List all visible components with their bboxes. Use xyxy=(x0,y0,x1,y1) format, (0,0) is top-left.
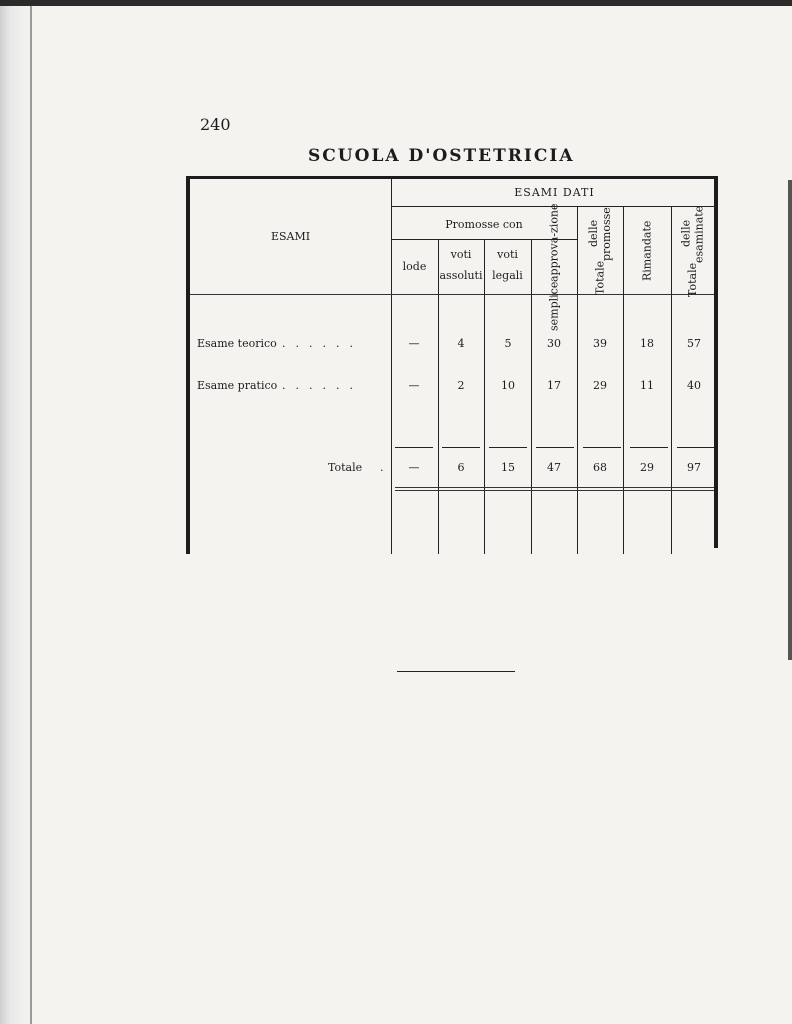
cell-lode: — xyxy=(408,337,420,350)
col-divider-2 xyxy=(484,239,485,554)
cell-totale-promosse: 68 xyxy=(593,461,607,474)
header-bottom-rule xyxy=(190,294,714,295)
total-rule xyxy=(395,447,714,448)
cell-rimandate: 29 xyxy=(640,461,654,474)
col-header-totale-promosse-line2: delle promosse xyxy=(586,207,613,261)
cell-lode: — xyxy=(408,379,420,392)
table-top-border xyxy=(186,176,718,179)
cell-rimandate: 18 xyxy=(640,337,654,350)
closing-rule xyxy=(397,671,515,672)
cell-voti-legali: 15 xyxy=(501,461,515,474)
cell-voti-legali: 5 xyxy=(504,337,512,350)
cell-semplice: 47 xyxy=(547,461,561,474)
col-header-voti-legali-line1: voti xyxy=(497,248,518,261)
col-header-lode: lode xyxy=(402,260,427,273)
row-label-teorico: Esame teorico xyxy=(197,337,277,350)
row-label-pratico: Esame pratico xyxy=(197,379,278,392)
cell-totale-esaminate: 97 xyxy=(687,461,701,474)
col-header-totale-esaminate xyxy=(671,205,714,297)
col-header-voti-legali xyxy=(484,246,531,284)
cell-semplice: 17 xyxy=(547,379,561,392)
cell-totale-promosse: 39 xyxy=(593,337,607,350)
page-number: 240 xyxy=(200,115,231,134)
total-double-rule xyxy=(395,487,714,491)
leader-dots: . xyxy=(380,461,394,474)
page-top-edge xyxy=(0,0,792,6)
leader-dots: ...... xyxy=(282,337,363,350)
cell-totale-esaminate: 40 xyxy=(687,379,701,392)
col-header-totale-promosse-line1: Totale xyxy=(593,260,607,295)
cell-lode: — xyxy=(408,461,420,474)
col-header-voti-assoluti xyxy=(438,246,484,284)
col-header-totale-promosse xyxy=(577,207,623,295)
cell-voti-assoluti: 6 xyxy=(457,461,465,474)
col-header-semplice-line3: zione xyxy=(547,203,561,233)
stub-header: ESAMI xyxy=(270,230,311,243)
col-header-semplice-line2: approva- xyxy=(547,232,561,282)
cell-semplice: 30 xyxy=(547,337,561,350)
leader-dots: ...... xyxy=(282,379,363,392)
col-header-rimandate-line1: Rimandate xyxy=(640,220,654,282)
col-header-totale-esaminate-line2: delle esaminate xyxy=(679,205,706,263)
binding-line xyxy=(30,0,32,1024)
table-right-border xyxy=(714,176,718,548)
cell-totale-esaminate: 57 xyxy=(687,337,701,350)
page-right-edge xyxy=(788,180,792,660)
col-header-rimandate xyxy=(623,210,671,292)
cell-voti-assoluti: 2 xyxy=(457,379,465,392)
col-header-voti-assoluti-line2: assoluti xyxy=(439,269,483,283)
col-header-semplice xyxy=(531,203,577,331)
subgroup-header: Promosse con xyxy=(445,218,523,231)
col-header-voti-assoluti-line1: voti xyxy=(450,248,472,261)
col-header-totale-esaminate-line1: Totale xyxy=(685,262,699,297)
col-header-semplice-line1: semplice xyxy=(547,281,561,331)
total-label: Totale xyxy=(328,461,363,474)
col-divider-1 xyxy=(438,239,439,554)
group-header: ESAMI DATI xyxy=(514,186,595,199)
cell-voti-legali: 10 xyxy=(501,379,515,392)
cell-rimandate: 11 xyxy=(640,379,654,392)
page-title: SCUOLA D'OSTETRICIA xyxy=(308,146,575,166)
col-header-voti-legali-line2: legali xyxy=(492,269,523,283)
exam-table xyxy=(186,176,718,554)
cell-totale-promosse: 29 xyxy=(593,379,607,392)
cell-voti-assoluti: 4 xyxy=(457,337,465,350)
